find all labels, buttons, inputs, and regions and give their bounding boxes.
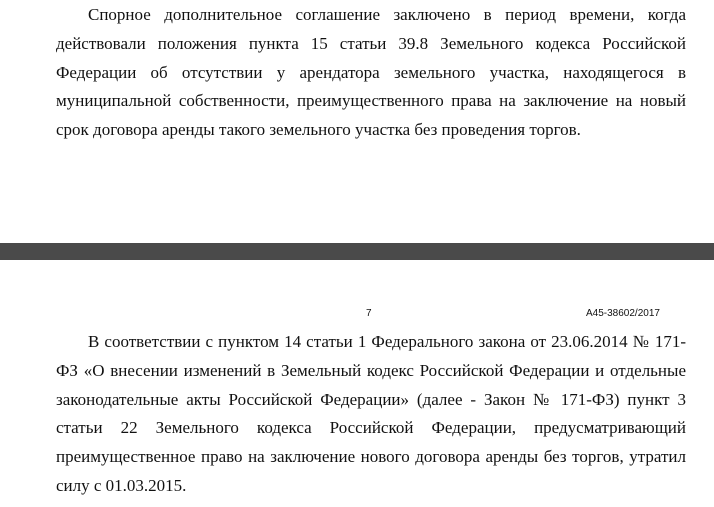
page-separator bbox=[0, 243, 714, 260]
document-page-top bbox=[0, 0, 714, 243]
case-number: А45-38602/2017 bbox=[586, 308, 660, 319]
body-paragraph-bottom: В соответствии с пунктом 14 статьи 1 Федерального закона от 23.06.2014 № 171-ФЗ «О внесении изменений в Земельный кодекс Российской Федерации и отдельные законодательные акты Российской Федерации» (далее - Закон № 171-ФЗ) пункт 3 статьи 22 Земельного кодекса Российской Федерации, предусматривающий преимущественное право на заключение нового договора аренды без торгов, утратил силу с 01.03.2015. bbox=[56, 332, 686, 495]
body-paragraph-top: Спорное дополнительное соглашение заключено в период времени, когда действовали положения пункта 15 статьи 39.8 Земельного кодекса Российской Федерации об отсутствии у арендатора земельного участка, находящегося в муниципальной собственности, преимущественного права на заключение на новый срок договора аренды такого земельного участка без проведения торгов. bbox=[56, 5, 686, 140]
document-page-bottom bbox=[0, 260, 714, 507]
page-number: 7 bbox=[366, 308, 372, 319]
